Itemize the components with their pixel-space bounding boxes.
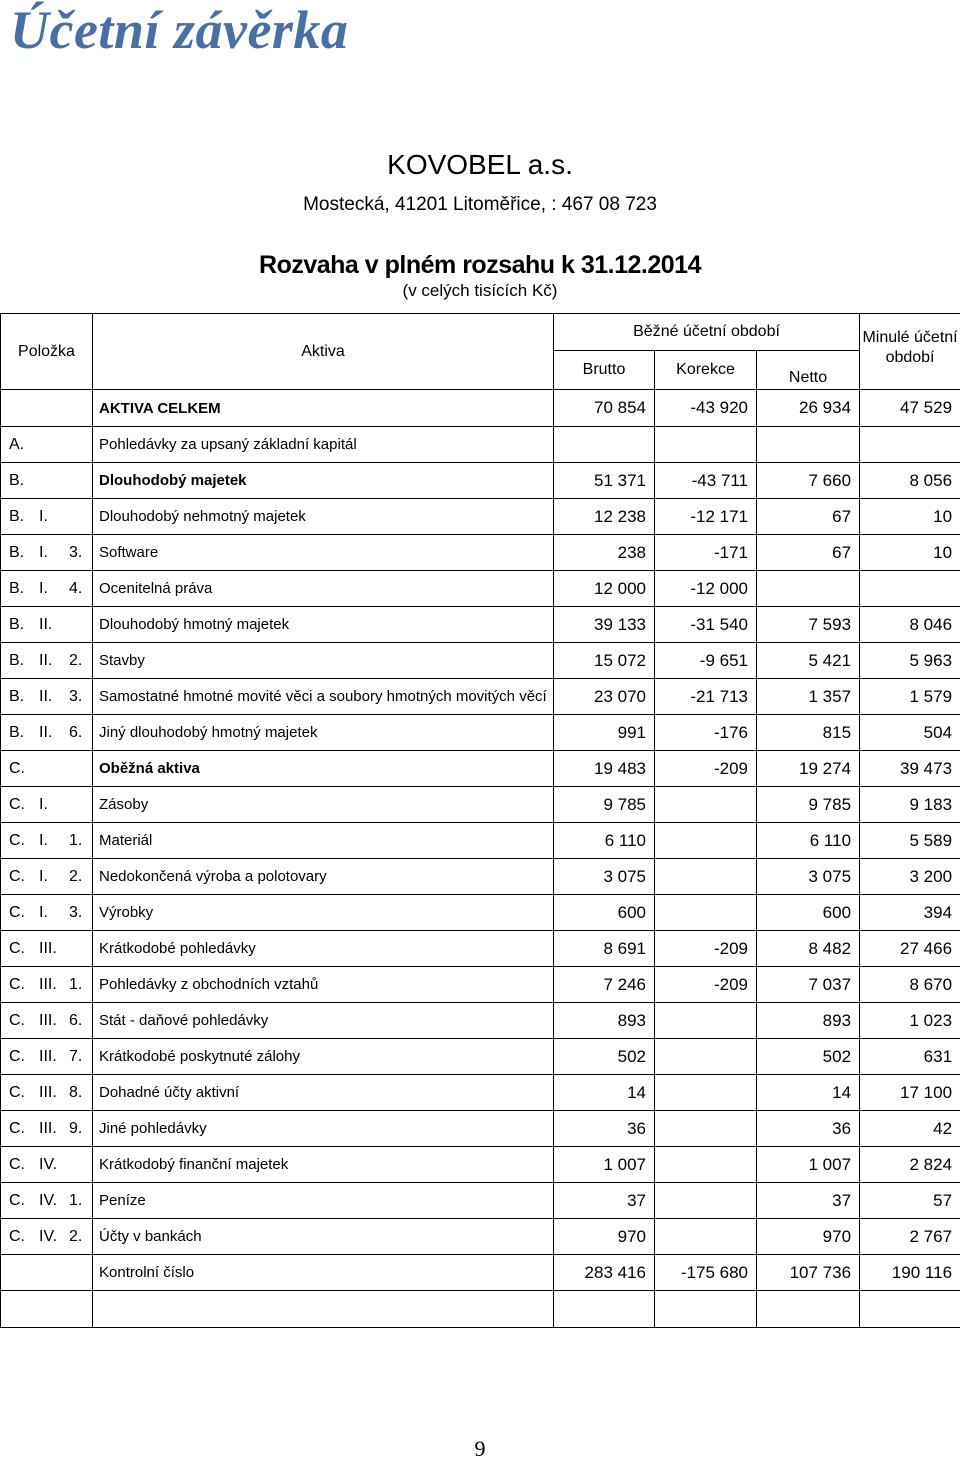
cell-brutto: 7 246 bbox=[554, 967, 655, 1003]
position-p2: I. bbox=[39, 868, 69, 886]
table-row bbox=[1, 1255, 960, 1291]
position-p3: 1. bbox=[69, 832, 89, 850]
cell-minule: 10 bbox=[860, 499, 960, 535]
header-korekce: Korekce bbox=[655, 351, 757, 390]
cell-brutto: 970 bbox=[554, 1219, 655, 1255]
position-p3: 2. bbox=[69, 868, 89, 886]
position-p1: C. bbox=[9, 760, 39, 778]
cell-korekce: -43 920 bbox=[655, 390, 757, 427]
cell-minule: 42 bbox=[860, 1111, 960, 1147]
balance-sheet-table bbox=[0, 313, 960, 1328]
cell-brutto: 37 bbox=[554, 1183, 655, 1219]
cell-brutto: 36 bbox=[554, 1111, 655, 1147]
position-p3: 1. bbox=[69, 1192, 89, 1210]
position-p2: III. bbox=[39, 1048, 69, 1066]
row-label: Materiál bbox=[93, 823, 554, 859]
row-label: AKTIVA CELKEM bbox=[93, 390, 554, 427]
position-p2: III. bbox=[39, 1012, 69, 1030]
page-number: 9 bbox=[0, 1436, 960, 1462]
row-label: Dlouhodobý majetek bbox=[93, 463, 554, 499]
table-row bbox=[1, 679, 960, 715]
table-row bbox=[1, 607, 960, 643]
cell-netto: 8 482 bbox=[757, 931, 860, 967]
position-p1: C. bbox=[9, 796, 39, 814]
position-p2: II. bbox=[39, 724, 69, 742]
cell-minule: 47 529 bbox=[860, 390, 960, 427]
cell-korekce: -21 713 bbox=[655, 679, 757, 715]
table-row bbox=[1, 1075, 960, 1111]
cell-netto bbox=[757, 427, 860, 463]
position-p2: IV. bbox=[39, 1156, 69, 1174]
table-row bbox=[1, 1147, 960, 1183]
position-p2: I. bbox=[39, 544, 69, 562]
cell-korekce bbox=[655, 1219, 757, 1255]
row-position-code bbox=[1, 427, 93, 463]
cell-korekce: -209 bbox=[655, 967, 757, 1003]
cell-brutto: 12 000 bbox=[554, 571, 655, 607]
position-p3: 1. bbox=[69, 976, 89, 994]
report-title: Rozvaha v plném rozsahu k 31.12.2014 bbox=[0, 250, 960, 280]
table-body bbox=[1, 390, 960, 1291]
position-p3: 6. bbox=[69, 1012, 89, 1030]
cell-minule: 2 824 bbox=[860, 1147, 960, 1183]
row-label: Stavby bbox=[93, 643, 554, 679]
cell-brutto: 12 238 bbox=[554, 499, 655, 535]
cell-brutto: 15 072 bbox=[554, 643, 655, 679]
row-position-code bbox=[1, 787, 93, 823]
cell-korekce bbox=[655, 1183, 757, 1219]
cell-korekce: -43 711 bbox=[655, 463, 757, 499]
position-p1: C. bbox=[9, 1120, 39, 1138]
row-label: Oběžná aktiva bbox=[93, 751, 554, 787]
position-p1: B. bbox=[9, 688, 39, 706]
row-label: Dohadné účty aktivní bbox=[93, 1075, 554, 1111]
position-p2: III. bbox=[39, 1120, 69, 1138]
cell-brutto: 9 785 bbox=[554, 787, 655, 823]
cell-korekce bbox=[655, 1075, 757, 1111]
position-p2: II. bbox=[39, 652, 69, 670]
position-p3: 3. bbox=[69, 544, 89, 562]
position-p2: III. bbox=[39, 976, 69, 994]
cell-minule: 39 473 bbox=[860, 751, 960, 787]
table-row bbox=[1, 1183, 960, 1219]
row-label: Krátkodobé poskytnuté zálohy bbox=[93, 1039, 554, 1075]
row-label: Stát - daňové pohledávky bbox=[93, 1003, 554, 1039]
position-p2: I. bbox=[39, 904, 69, 922]
row-position-code bbox=[1, 1075, 93, 1111]
cell-korekce: -209 bbox=[655, 931, 757, 967]
cell-brutto: 6 110 bbox=[554, 823, 655, 859]
row-label: Jiné pohledávky bbox=[93, 1111, 554, 1147]
row-label: Peníze bbox=[93, 1183, 554, 1219]
cell-brutto: 283 416 bbox=[554, 1255, 655, 1291]
position-p2: I. bbox=[39, 832, 69, 850]
position-p3: 7. bbox=[69, 1048, 89, 1066]
cell-netto: 36 bbox=[757, 1111, 860, 1147]
cell-netto: 3 075 bbox=[757, 859, 860, 895]
row-label: Software bbox=[93, 535, 554, 571]
row-label: Výrobky bbox=[93, 895, 554, 931]
cell-minule: 57 bbox=[860, 1183, 960, 1219]
position-p2: I. bbox=[39, 796, 69, 814]
row-position-code bbox=[1, 931, 93, 967]
row-position-code bbox=[1, 967, 93, 1003]
row-position-code bbox=[1, 643, 93, 679]
cell-minule: 10 bbox=[860, 535, 960, 571]
table-row bbox=[1, 895, 960, 931]
table-row bbox=[1, 967, 960, 1003]
table-row bbox=[1, 1039, 960, 1075]
table-row bbox=[1, 715, 960, 751]
cell-minule: 8 670 bbox=[860, 967, 960, 1003]
position-p1: A. bbox=[9, 436, 39, 454]
position-p1: B. bbox=[9, 580, 39, 598]
cell-netto: 7 593 bbox=[757, 607, 860, 643]
cell-minule: 1 579 bbox=[860, 679, 960, 715]
cell-netto bbox=[757, 571, 860, 607]
empty-cell bbox=[93, 1291, 554, 1328]
row-label: Pohledávky za upsaný základní kapitál bbox=[93, 427, 554, 463]
cell-minule bbox=[860, 571, 960, 607]
table-row bbox=[1, 1003, 960, 1039]
position-p3: 2. bbox=[69, 1228, 89, 1246]
row-label: Účty v bankách bbox=[93, 1219, 554, 1255]
cell-netto: 1 357 bbox=[757, 679, 860, 715]
cell-minule: 27 466 bbox=[860, 931, 960, 967]
position-p1: C. bbox=[9, 940, 39, 958]
table-row bbox=[1, 427, 960, 463]
header-netto: Netto bbox=[757, 351, 860, 390]
position-p1: C. bbox=[9, 904, 39, 922]
cell-korekce bbox=[655, 1039, 757, 1075]
cell-brutto: 70 854 bbox=[554, 390, 655, 427]
cell-minule: 17 100 bbox=[860, 1075, 960, 1111]
cell-brutto: 14 bbox=[554, 1075, 655, 1111]
document-title: Účetní závěrka bbox=[10, 0, 348, 60]
company-name: KOVOBEL a.s. bbox=[0, 148, 960, 182]
position-p2: II. bbox=[39, 688, 69, 706]
cell-korekce: -12 000 bbox=[655, 571, 757, 607]
cell-korekce bbox=[655, 1147, 757, 1183]
cell-brutto: 991 bbox=[554, 715, 655, 751]
table-row bbox=[1, 751, 960, 787]
table-row bbox=[1, 1111, 960, 1147]
row-label: Ocenitelná práva bbox=[93, 571, 554, 607]
cell-korekce bbox=[655, 427, 757, 463]
empty-cell bbox=[757, 1291, 860, 1328]
cell-minule bbox=[860, 427, 960, 463]
cell-minule: 504 bbox=[860, 715, 960, 751]
table-row-empty bbox=[1, 1291, 960, 1328]
cell-netto: 7 037 bbox=[757, 967, 860, 1003]
position-p3: 6. bbox=[69, 724, 89, 742]
row-position-code bbox=[1, 1111, 93, 1147]
row-position-code bbox=[1, 751, 93, 787]
header-aktiva: Aktiva bbox=[93, 314, 554, 390]
cell-brutto bbox=[554, 427, 655, 463]
cell-netto: 67 bbox=[757, 535, 860, 571]
cell-korekce: -31 540 bbox=[655, 607, 757, 643]
cell-korekce: -12 171 bbox=[655, 499, 757, 535]
row-position-code bbox=[1, 895, 93, 931]
position-p1: C. bbox=[9, 1048, 39, 1066]
row-position-code bbox=[1, 1039, 93, 1075]
cell-korekce: -9 651 bbox=[655, 643, 757, 679]
position-p1: B. bbox=[9, 652, 39, 670]
row-label: Kontrolní číslo bbox=[93, 1255, 554, 1291]
position-p3: 9. bbox=[69, 1120, 89, 1138]
row-position-code bbox=[1, 535, 93, 571]
cell-korekce bbox=[655, 823, 757, 859]
row-position-code bbox=[1, 571, 93, 607]
cell-brutto: 502 bbox=[554, 1039, 655, 1075]
cell-brutto: 51 371 bbox=[554, 463, 655, 499]
empty-cell bbox=[860, 1291, 960, 1328]
position-p2: III. bbox=[39, 940, 69, 958]
cell-netto: 502 bbox=[757, 1039, 860, 1075]
cell-minule: 3 200 bbox=[860, 859, 960, 895]
cell-korekce: -209 bbox=[655, 751, 757, 787]
position-p1: C. bbox=[9, 1228, 39, 1246]
row-position-code bbox=[1, 715, 93, 751]
position-p3: 8. bbox=[69, 1084, 89, 1102]
row-position-code bbox=[1, 390, 93, 427]
position-p1: B. bbox=[9, 472, 39, 490]
cell-brutto: 600 bbox=[554, 895, 655, 931]
cell-minule: 5 963 bbox=[860, 643, 960, 679]
row-label: Nedokončená výroba a polotovary bbox=[93, 859, 554, 895]
cell-minule: 1 023 bbox=[860, 1003, 960, 1039]
position-p1: C. bbox=[9, 832, 39, 850]
position-p1: C. bbox=[9, 868, 39, 886]
row-label: Zásoby bbox=[93, 787, 554, 823]
position-p2: IV. bbox=[39, 1228, 69, 1246]
table-row bbox=[1, 571, 960, 607]
row-position-code bbox=[1, 1003, 93, 1039]
row-label: Jiný dlouhodobý hmotný majetek bbox=[93, 715, 554, 751]
cell-netto: 6 110 bbox=[757, 823, 860, 859]
cell-minule: 2 767 bbox=[860, 1219, 960, 1255]
cell-netto: 815 bbox=[757, 715, 860, 751]
row-label: Dlouhodobý nehmotný majetek bbox=[93, 499, 554, 535]
row-label: Krátkodobé pohledávky bbox=[93, 931, 554, 967]
table-row bbox=[1, 535, 960, 571]
cell-korekce: -176 bbox=[655, 715, 757, 751]
position-p2: I. bbox=[39, 508, 69, 526]
empty-cell bbox=[1, 1291, 93, 1328]
position-p2: II. bbox=[39, 616, 69, 634]
cell-brutto: 8 691 bbox=[554, 931, 655, 967]
cell-netto: 893 bbox=[757, 1003, 860, 1039]
header-brutto: Brutto bbox=[554, 351, 655, 390]
cell-korekce: -175 680 bbox=[655, 1255, 757, 1291]
position-p1: C. bbox=[9, 976, 39, 994]
company-address: Mostecká, 41201 Litoměřice, : 467 08 723 bbox=[0, 193, 960, 217]
cell-korekce bbox=[655, 1111, 757, 1147]
row-position-code bbox=[1, 679, 93, 715]
table-row bbox=[1, 643, 960, 679]
units-note: (v celých tisících Kč) bbox=[0, 280, 960, 302]
table-row bbox=[1, 859, 960, 895]
row-position-code bbox=[1, 859, 93, 895]
cell-korekce bbox=[655, 1003, 757, 1039]
row-position-code bbox=[1, 1183, 93, 1219]
cell-korekce bbox=[655, 859, 757, 895]
position-p2: IV. bbox=[39, 1192, 69, 1210]
empty-cell bbox=[554, 1291, 655, 1328]
table-row bbox=[1, 499, 960, 535]
position-p1: C. bbox=[9, 1012, 39, 1030]
cell-netto: 37 bbox=[757, 1183, 860, 1219]
position-p2: I. bbox=[39, 580, 69, 598]
row-position-code bbox=[1, 463, 93, 499]
table-row bbox=[1, 823, 960, 859]
cell-brutto: 893 bbox=[554, 1003, 655, 1039]
cell-netto: 19 274 bbox=[757, 751, 860, 787]
position-p3: 3. bbox=[69, 688, 89, 706]
row-position-code bbox=[1, 1255, 93, 1291]
cell-brutto: 39 133 bbox=[554, 607, 655, 643]
cell-minule: 394 bbox=[860, 895, 960, 931]
cell-netto: 970 bbox=[757, 1219, 860, 1255]
cell-brutto: 19 483 bbox=[554, 751, 655, 787]
row-label: Pohledávky z obchodních vztahů bbox=[93, 967, 554, 1003]
cell-brutto: 23 070 bbox=[554, 679, 655, 715]
row-label: Krátkodobý finanční majetek bbox=[93, 1147, 554, 1183]
cell-netto: 107 736 bbox=[757, 1255, 860, 1291]
header-bezne-obdobi: Běžné účetní období bbox=[554, 314, 860, 351]
cell-korekce bbox=[655, 895, 757, 931]
cell-netto: 1 007 bbox=[757, 1147, 860, 1183]
position-p3: 3. bbox=[69, 904, 89, 922]
position-p1: B. bbox=[9, 616, 39, 634]
header-minule-obdobi: Minulé účetní období bbox=[860, 314, 960, 390]
cell-netto: 26 934 bbox=[757, 390, 860, 427]
cell-korekce bbox=[655, 787, 757, 823]
empty-cell bbox=[655, 1291, 757, 1328]
position-p1: C. bbox=[9, 1084, 39, 1102]
position-p3: 4. bbox=[69, 580, 89, 598]
position-p3: 2. bbox=[69, 652, 89, 670]
cell-korekce: -171 bbox=[655, 535, 757, 571]
position-p1: B. bbox=[9, 544, 39, 562]
cell-brutto: 1 007 bbox=[554, 1147, 655, 1183]
cell-netto: 7 660 bbox=[757, 463, 860, 499]
position-p1: C. bbox=[9, 1156, 39, 1174]
cell-brutto: 238 bbox=[554, 535, 655, 571]
cell-netto: 5 421 bbox=[757, 643, 860, 679]
table-row bbox=[1, 931, 960, 967]
position-p1: B. bbox=[9, 508, 39, 526]
row-position-code bbox=[1, 607, 93, 643]
cell-minule: 8 046 bbox=[860, 607, 960, 643]
cell-netto: 600 bbox=[757, 895, 860, 931]
row-label: Samostatné hmotné movité věci a soubory hmotných movitých věcí bbox=[93, 679, 554, 715]
cell-minule: 190 116 bbox=[860, 1255, 960, 1291]
row-position-code bbox=[1, 1219, 93, 1255]
cell-minule: 8 056 bbox=[860, 463, 960, 499]
row-position-code bbox=[1, 823, 93, 859]
position-p1: B. bbox=[9, 724, 39, 742]
table-row bbox=[1, 1219, 960, 1255]
cell-netto: 14 bbox=[757, 1075, 860, 1111]
table-row bbox=[1, 463, 960, 499]
cell-netto: 67 bbox=[757, 499, 860, 535]
table-row bbox=[1, 390, 960, 427]
row-label: Dlouhodobý hmotný majetek bbox=[93, 607, 554, 643]
position-p2: III. bbox=[39, 1084, 69, 1102]
cell-minule: 9 183 bbox=[860, 787, 960, 823]
position-p1: C. bbox=[9, 1192, 39, 1210]
cell-minule: 5 589 bbox=[860, 823, 960, 859]
cell-minule: 631 bbox=[860, 1039, 960, 1075]
cell-brutto: 3 075 bbox=[554, 859, 655, 895]
cell-netto: 9 785 bbox=[757, 787, 860, 823]
row-position-code bbox=[1, 1147, 93, 1183]
table-row bbox=[1, 787, 960, 823]
header-polozka: Položka bbox=[1, 314, 93, 390]
row-position-code bbox=[1, 499, 93, 535]
